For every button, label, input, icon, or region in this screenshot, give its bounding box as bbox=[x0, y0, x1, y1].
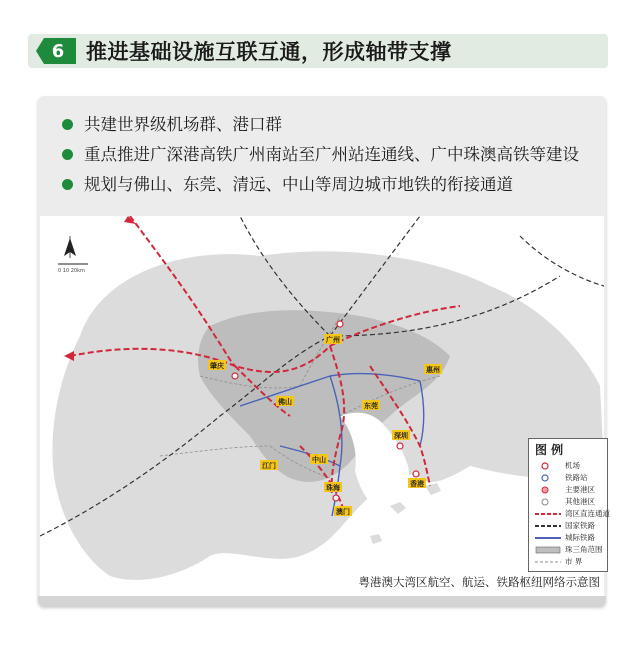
city-label-jiangmen bbox=[260, 460, 278, 470]
svg-text:珠海: 珠海 bbox=[326, 484, 340, 492]
legend-title: 图 例 bbox=[535, 443, 564, 457]
bay-area-map bbox=[40, 216, 604, 600]
intercity-rail-line bbox=[535, 534, 561, 542]
national-rail-line bbox=[535, 522, 561, 530]
map-caption: 粤港澳大湾区航空、航运、铁路枢纽网络示意图 bbox=[358, 575, 600, 589]
map-legend bbox=[528, 438, 608, 572]
svg-text:深圳: 深圳 bbox=[394, 432, 408, 440]
scale-label: 0 10 20km bbox=[58, 268, 85, 274]
legend-item-other-port: 其他港区 bbox=[533, 497, 607, 507]
city-label-foshan bbox=[276, 396, 294, 406]
bullet-text: 重点推进广深港高铁广州南站至广州站连通线、广中珠澳高铁等建设 bbox=[84, 145, 579, 164]
legend-item-national-rail: 国家铁路 bbox=[533, 521, 607, 531]
legend-item-major-port: 主要港区 bbox=[533, 485, 607, 495]
card-bottom-strip bbox=[38, 596, 606, 606]
bullet-item bbox=[62, 170, 579, 200]
rail-station-icon bbox=[535, 474, 561, 482]
page-title: 推进基础设施互联互通，形成轴带支撑 bbox=[86, 40, 452, 64]
svg-text:惠州: 惠州 bbox=[426, 366, 440, 374]
svg-text:中山: 中山 bbox=[312, 456, 326, 464]
bullet-item bbox=[62, 110, 579, 140]
legend-item-city-boundary: 市 界 bbox=[533, 557, 607, 567]
other-port-icon bbox=[535, 498, 561, 506]
bay-link-line bbox=[535, 510, 561, 518]
city-label-hongkong bbox=[408, 478, 426, 488]
city-label-huizhou bbox=[424, 364, 442, 374]
bullet-dot-icon bbox=[62, 149, 73, 160]
bullet-text: 共建世界级机场群、港口群 bbox=[84, 115, 282, 134]
bullet-dot-icon bbox=[62, 179, 73, 190]
bullet-list bbox=[62, 110, 579, 200]
city-label-shenzhen bbox=[392, 430, 410, 440]
svg-text:东莞: 东莞 bbox=[364, 402, 378, 410]
legend-item-airport: 机场 bbox=[533, 461, 607, 471]
city-label-zhuhai bbox=[324, 482, 342, 492]
city-label-dongguan bbox=[362, 400, 380, 410]
airport-icon bbox=[535, 462, 561, 470]
bullet-dot-icon bbox=[62, 119, 73, 130]
bullet-item bbox=[62, 140, 579, 170]
prd-boundary-line bbox=[535, 546, 561, 554]
svg-text:广州: 广州 bbox=[326, 336, 340, 344]
city-label-macao bbox=[334, 506, 352, 516]
svg-text:肇庆: 肇庆 bbox=[210, 362, 224, 370]
bullet-text: 规划与佛山、东莞、清远、中山等周边城市地铁的衔接通道 bbox=[84, 175, 513, 194]
svg-text:澳门: 澳门 bbox=[336, 508, 350, 516]
legend-item-rail-station: 铁路站 bbox=[533, 473, 607, 483]
legend-item-prd-boundary: 珠三角范围 bbox=[533, 545, 607, 555]
svg-text:香港: 香港 bbox=[410, 480, 424, 488]
legend-item-bay-link: 湾区直连通道 bbox=[533, 509, 607, 519]
city-label-zhongshan bbox=[310, 454, 328, 464]
legend-item-intercity: 城际铁路 bbox=[533, 533, 607, 543]
section-number-badge bbox=[36, 36, 78, 66]
city-label-zhaoqing bbox=[208, 360, 226, 370]
badge-number: 6 bbox=[51, 41, 65, 62]
svg-text:江门: 江门 bbox=[262, 462, 276, 470]
city-label-guangzhou bbox=[324, 334, 342, 344]
major-port-icon bbox=[535, 486, 561, 494]
svg-text:佛山: 佛山 bbox=[278, 398, 292, 406]
city-boundary-line bbox=[535, 558, 561, 566]
